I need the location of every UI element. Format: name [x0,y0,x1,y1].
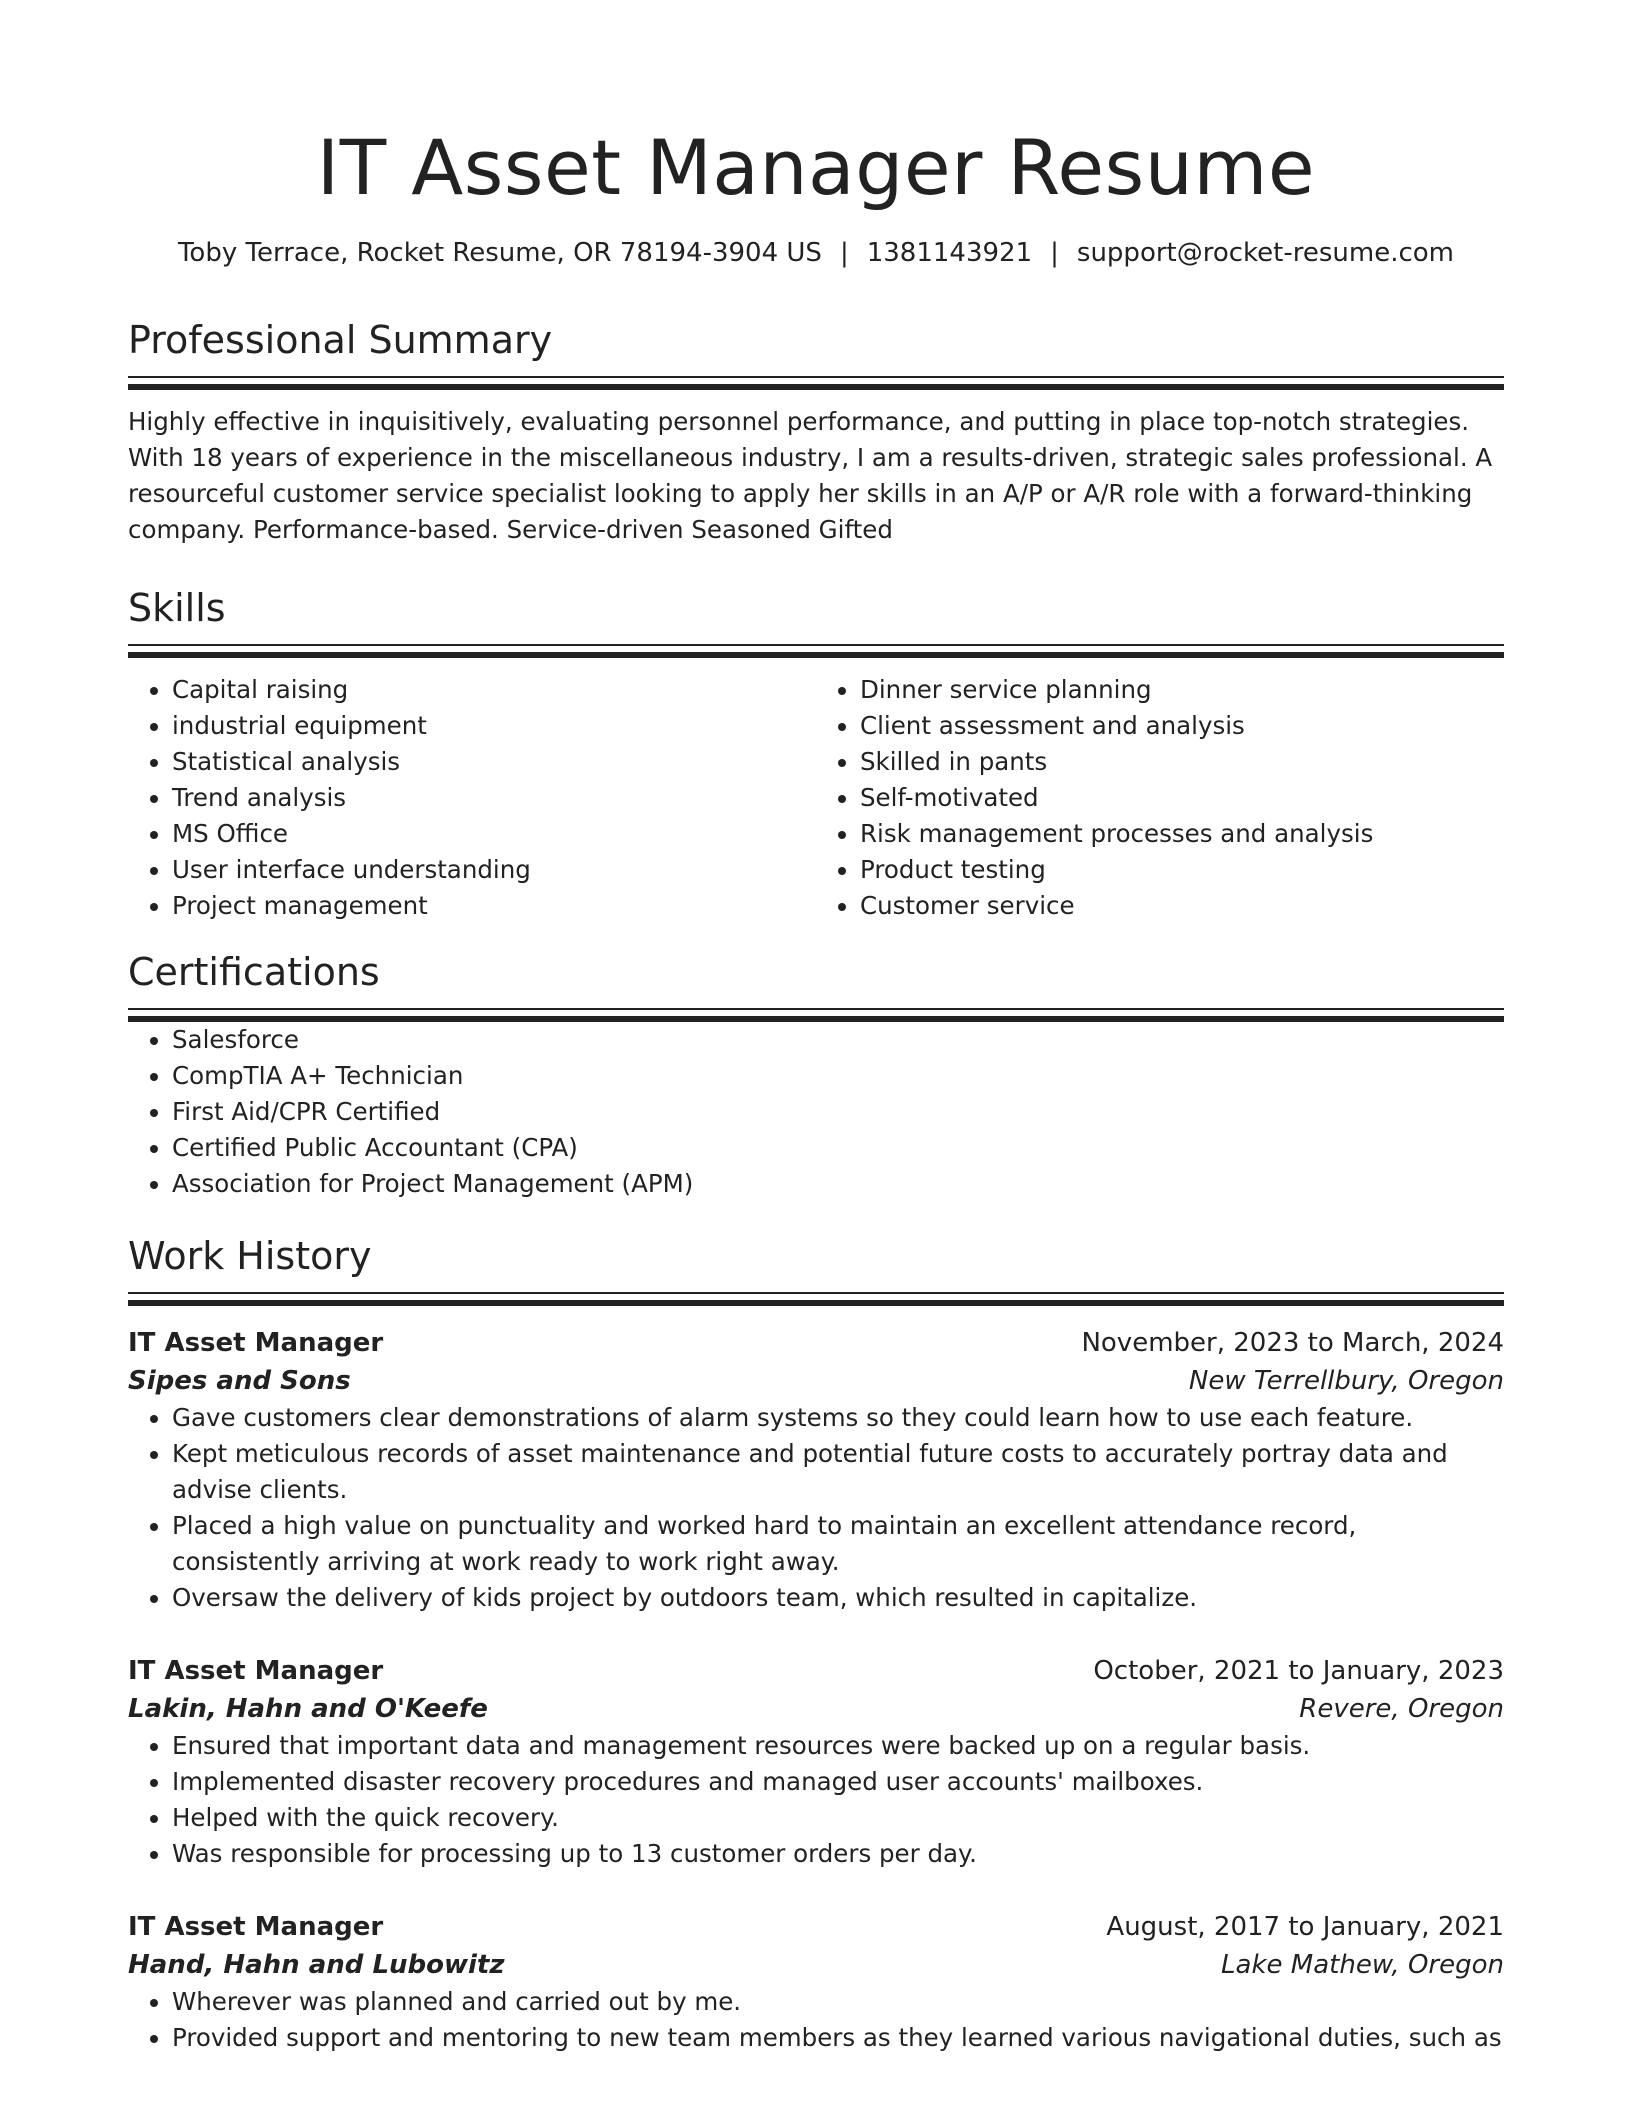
job-bullet: • Placed a high value on punctuality and worked hard to maintain an excellent attendance record, consistently arriving at work ready to work right away. [172,1508,1504,1580]
job-company-row [128,1946,1504,1984]
job-bullet: • Helped with the quick recovery. [172,1800,1504,1836]
job-dates: October, 2021 to January, 2023 [1093,1656,1504,1686]
job-title: IT Asset Manager [128,1328,384,1358]
summary-text: Highly effective in inquisitively, evaluating personnel performance, and putting in place top-notch strategies. With 18 years of experience in the miscellaneous industry, I am a results-driven, strategic sales professional. A resourceful customer service specialist looking to apply her skills in an A/P or A/R role with a forward-thinking company. Performance-based. Service-driven Seasoned Gifted [128,407,1493,544]
job-location: New Terrellbury, Oregon [1188,1366,1504,1396]
skill-item: • Client assessment and analysis [860,708,1504,744]
job-company-row [128,1362,1504,1400]
skills-section [128,584,1504,924]
job-header-row [128,1652,1504,1690]
job-location: Lake Mathew, Oregon [1221,1950,1504,1980]
job-company: Lakin, Hahn and O'Keefe [128,1694,488,1724]
section-divider [128,376,1504,390]
skills-list-left [128,672,816,924]
work-history-section [128,1232,1504,2056]
page-title: IT Asset Manager Resume [316,123,1316,212]
skills-list-right [816,672,1504,924]
skill-item: • industrial equipment [172,708,816,744]
job-dates: August, 2017 to January, 2021 [1106,1912,1504,1942]
certification-item: • Certified Public Accountant (CPA) [172,1130,1504,1166]
job-entry [128,1324,1504,1616]
section-divider [128,644,1504,658]
job-bullets [128,1400,1504,1616]
professional-summary-section [128,316,1504,548]
section-divider [128,1292,1504,1306]
job-bullet: • Implemented disaster recovery procedures and managed user accounts' mailboxes. [172,1764,1504,1800]
section-heading: Professional Summary [128,318,553,362]
skill-item: • Project management [172,888,816,924]
job-bullet: • Oversaw the delivery of kids project by outdoors team, which resulted in capitalize. [172,1580,1504,1616]
skill-item: • Dinner service planning [860,672,1504,708]
contact-separator: | [1050,238,1059,268]
skill-item: • Product testing [860,852,1504,888]
contact-phone: 1381143921 [866,238,1033,268]
skill-item: • Skilled in pants [860,744,1504,780]
job-header-row [128,1324,1504,1362]
job-bullet: • Provided support and mentoring to new team members as they learned various navigational duties, such as [172,2020,1504,2056]
contact-address: Toby Terrace, Rocket Resume, OR 78194-3904 US [177,238,822,268]
job-location: Revere, Oregon [1299,1694,1504,1724]
skill-item: • MS Office [172,816,816,852]
job-bullets [128,1984,1504,2056]
section-heading: Work History [128,1234,372,1278]
certifications-section [128,948,1504,1202]
contact-line [128,236,1504,270]
section-heading: Skills [128,586,226,630]
skill-item: • Capital raising [172,672,816,708]
certification-item: • Association for Project Management (APM) [172,1166,1504,1202]
job-entry [128,1908,1504,2056]
job-bullet: • Was responsible for processing up to 13 customer orders per day. [172,1836,1504,1872]
skill-item: • Risk management processes and analysis [860,816,1504,852]
job-bullet: • Wherever was planned and carried out by me. [172,1984,1504,2020]
skill-item: • Self-motivated [860,780,1504,816]
certifications-list [128,1022,1504,1202]
job-dates: November, 2023 to March, 2024 [1081,1328,1504,1358]
contact-separator: | [839,238,849,268]
contact-email[interactable]: support@rocket-resume.com [1076,238,1455,268]
job-company: Hand, Hahn and Lubowitz [128,1950,505,1980]
job-title: IT Asset Manager [128,1656,384,1686]
job-bullets [128,1728,1504,1872]
skill-item: • Customer service [860,888,1504,924]
job-company: Sipes and Sons [128,1366,351,1396]
job-company-row [128,1690,1504,1728]
job-bullet: • Gave customers clear demonstrations of alarm systems so they could learn how to use each feature. [172,1400,1504,1436]
skills-columns [128,672,1504,924]
certification-item: • CompTIA A+ Technician [172,1058,1504,1094]
certification-item: • First Aid/CPR Certified [172,1094,1504,1130]
skill-item: • User interface understanding [172,852,816,888]
job-bullet: • Kept meticulous records of asset maintenance and potential future costs to accurately portray data and advise clients. [172,1436,1504,1508]
section-heading: Certifications [128,950,380,994]
job-entry [128,1652,1504,1872]
skill-item: • Trend analysis [172,780,816,816]
section-divider [128,1008,1504,1022]
certification-item: • Salesforce [172,1022,1504,1058]
skill-item: • Statistical analysis [172,744,816,780]
job-header-row [128,1908,1504,1946]
job-bullet: • Ensured that important data and management resources were backed up on a regular basis. [172,1728,1504,1764]
job-title: IT Asset Manager [128,1912,384,1942]
